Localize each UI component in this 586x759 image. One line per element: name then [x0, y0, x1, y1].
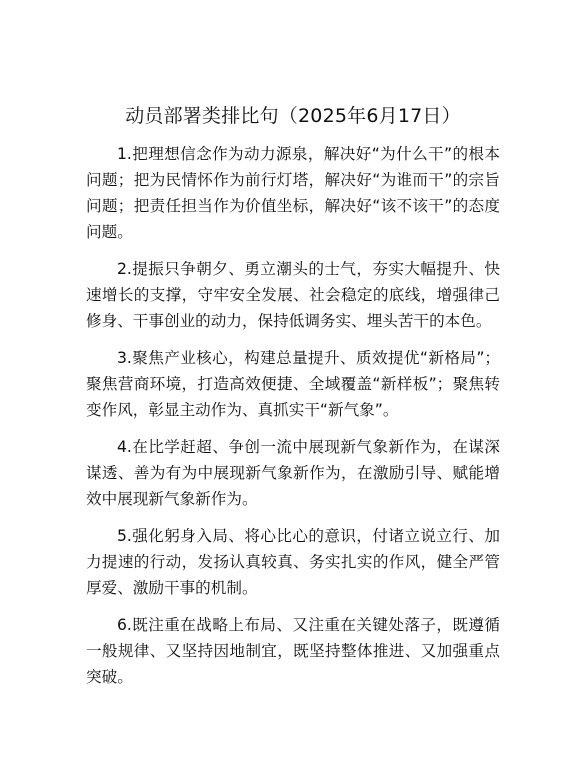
document-title: 动员部署类排比句（2025年6月17日） [125, 105, 461, 127]
paragraph-5: 5.强化躬身入局、将心比心的意识，付诸立说立行、加力提速的行动，发扬认真较真、务实扎实的作风，健全严管厚爱、激励干事的机制。 [86, 527, 500, 597]
paragraph-3: 3.聚焦产业核心，构建总量提升、质效提优“新格局”；聚焦营商环境，打造高效便捷、全域覆盖“新样板”；聚焦转变作风，彰显主动作为、真抓实干“新气象”。 [86, 349, 500, 419]
paragraph-4: 4.在比学赶超、争创一流中展现新气象新作为，在谋深谋透、善为有为中展现新气象新作为，在激励引导、赋能增效中展现新气象新作为。 [86, 438, 500, 508]
paragraph-1: 1.把理想信念作为动力源泉，解决好“为什么干”的根本问题；把为民情怀作为前行灯塔，解决好“为谁而干”的宗旨问题；把责任担当作为价值坐标，解决好“该不该干”的态度问题。 [86, 145, 500, 241]
paragraph-2: 2.提振只争朝夕、勇立潮头的士气，夯实大幅提升、快速增长的支撑，守牢安全发展、社会稳定的底线，增强律己修身、干事创业的动力，保持低调务实、埋头苦干的本色。 [86, 260, 500, 330]
paragraph-6: 6.既注重在战略上布局、又注重在关键处落子，既遵循一般规律、又坚持因地制宜，既坚持整体推进、又加强重点突破。 [86, 616, 500, 686]
document-body [86, 141, 500, 701]
